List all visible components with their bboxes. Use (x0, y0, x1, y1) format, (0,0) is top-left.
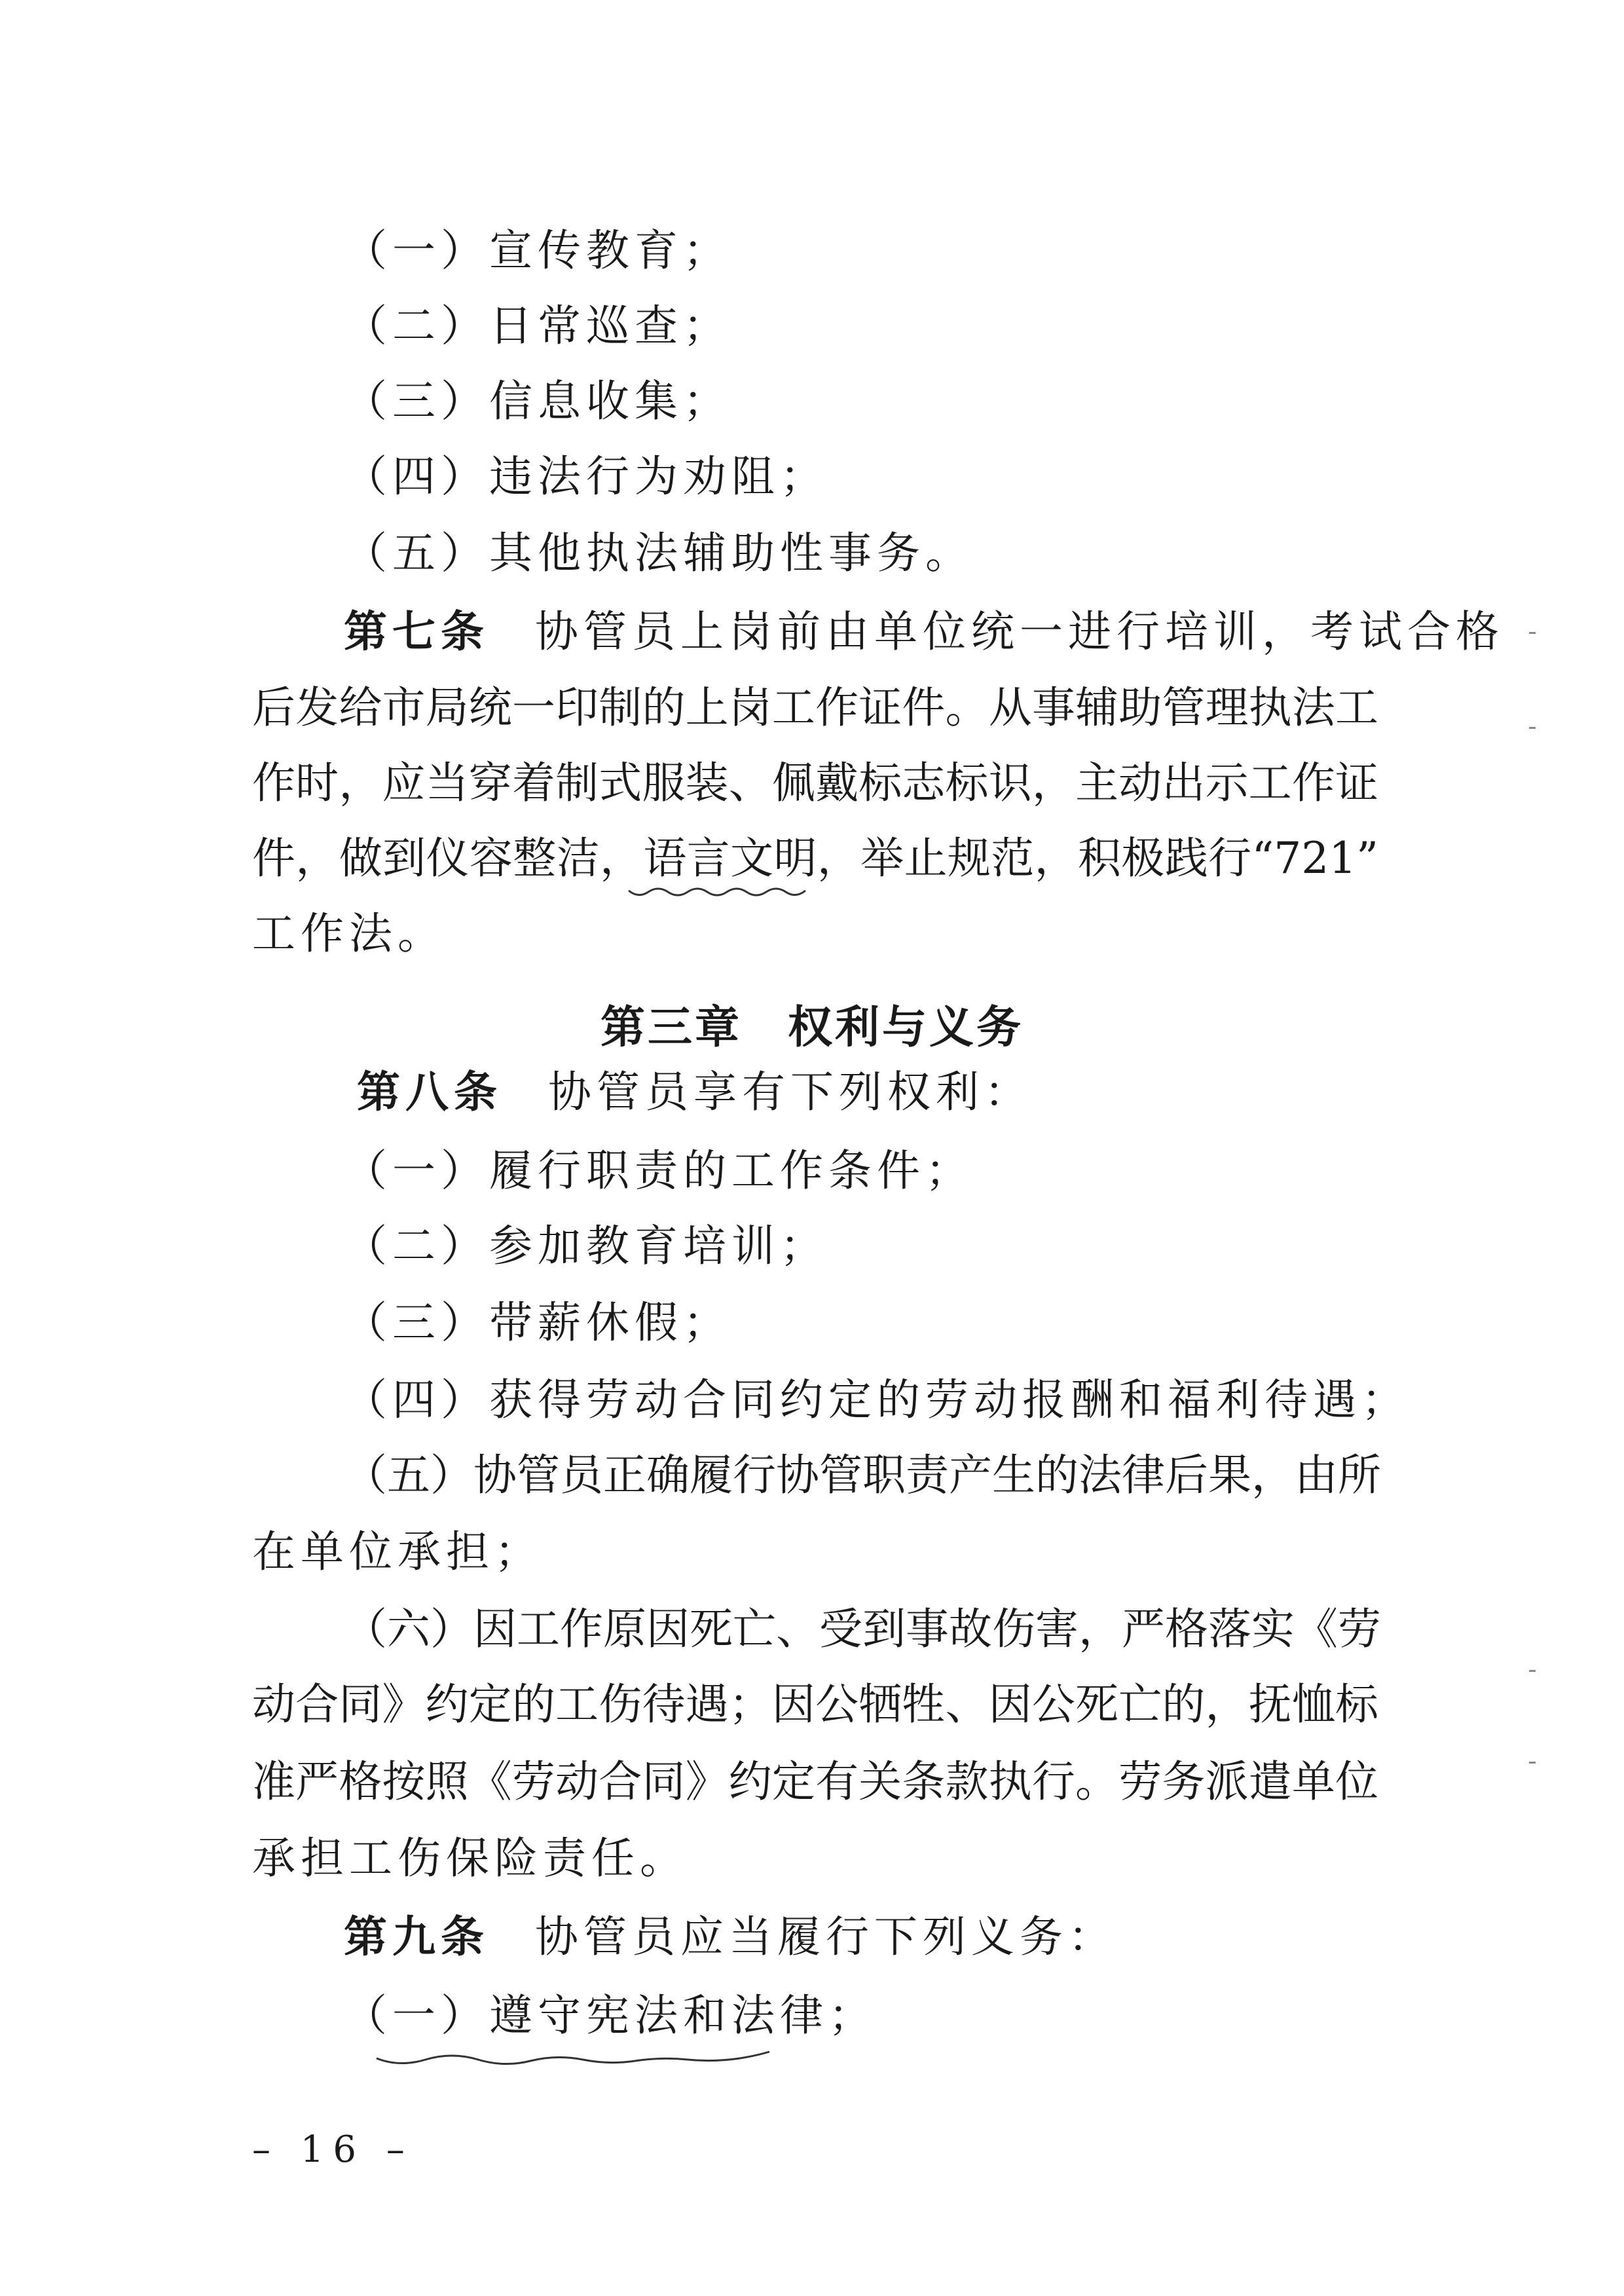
list-item-continuation: 承担工伤保险责任。 (252, 1833, 688, 1883)
article-9-heading: 第九条 (344, 1912, 489, 1962)
scan-speck (1529, 1762, 1536, 1764)
list-item: （五）协管员正确履行协管职责产生的法律后果，由所 (344, 1450, 1381, 1500)
chapter-number: 第三章 (600, 1002, 742, 1054)
list-item: （二）参加教育培训； (344, 1221, 828, 1271)
article-8-first-line (357, 1067, 1033, 1117)
list-item-continuation: 动合同》约定的工伤待遇；因公牺牲、因公死亡的，抚恤标 (252, 1679, 1378, 1730)
list-item: （四）获得劳动合同约定的劳动报酬和福利待遇； (344, 1375, 1410, 1425)
handwritten-underline (625, 883, 809, 902)
handwritten-underline (373, 2046, 773, 2073)
list-item: （一）宣传教育； (344, 225, 731, 276)
article-7-first-line (344, 606, 1504, 657)
page-number: – 16 – (252, 2128, 414, 2171)
chapter-title: 权利与义务 (788, 1002, 1024, 1054)
article-9-intro: 协管员应当履行下列义务： (535, 1912, 1116, 1962)
article-8-intro: 协管员享有下列权利： (548, 1067, 1033, 1117)
list-item-continuation: 准严格按照《劳动合同》约定有关条款执行。劳务派遣单位 (252, 1756, 1378, 1807)
list-item: （一）履行职责的工作条件； (344, 1145, 974, 1196)
article-7-line: 作时，应当穿着制式服装、佩戴标志标识，主动出示工作证 (252, 758, 1378, 808)
list-item: （五）其他执法辅助性事务。 (344, 528, 974, 578)
scan-speck (1529, 727, 1536, 729)
list-item: （一）遵守宪法和法律； (344, 1990, 877, 2041)
article-7-line: 后发给市局统一印制的上岗工作证件。从事辅助管理执法工 (252, 682, 1378, 733)
list-item: （三）信息收集； (344, 376, 731, 426)
article-7-text: 协管员上岗前由单位统一进行培训，考试合格 (535, 606, 1504, 657)
article-8-heading: 第八条 (357, 1067, 502, 1117)
list-item: （六）因工作原因死亡、受到事故伤害，严格落实《劳 (344, 1604, 1381, 1654)
list-item: （三）带薪休假； (344, 1297, 731, 1348)
list-item-continuation: 在单位承担； (252, 1527, 543, 1577)
article-7-line: 件，做到仪容整洁，语言文明，举止规范，积极践行“721” (252, 833, 1378, 883)
article-7-heading: 第七条 (344, 606, 489, 657)
scan-speck (1529, 1670, 1536, 1672)
list-item: （四）违法行为劝阻； (344, 451, 828, 502)
list-item: （二）日常巡查； (344, 301, 731, 351)
article-9-first-line (344, 1912, 1116, 1962)
chapter-heading (0, 992, 1624, 1056)
article-7-line: 工作法。 (252, 908, 446, 959)
scan-speck (1529, 632, 1536, 634)
